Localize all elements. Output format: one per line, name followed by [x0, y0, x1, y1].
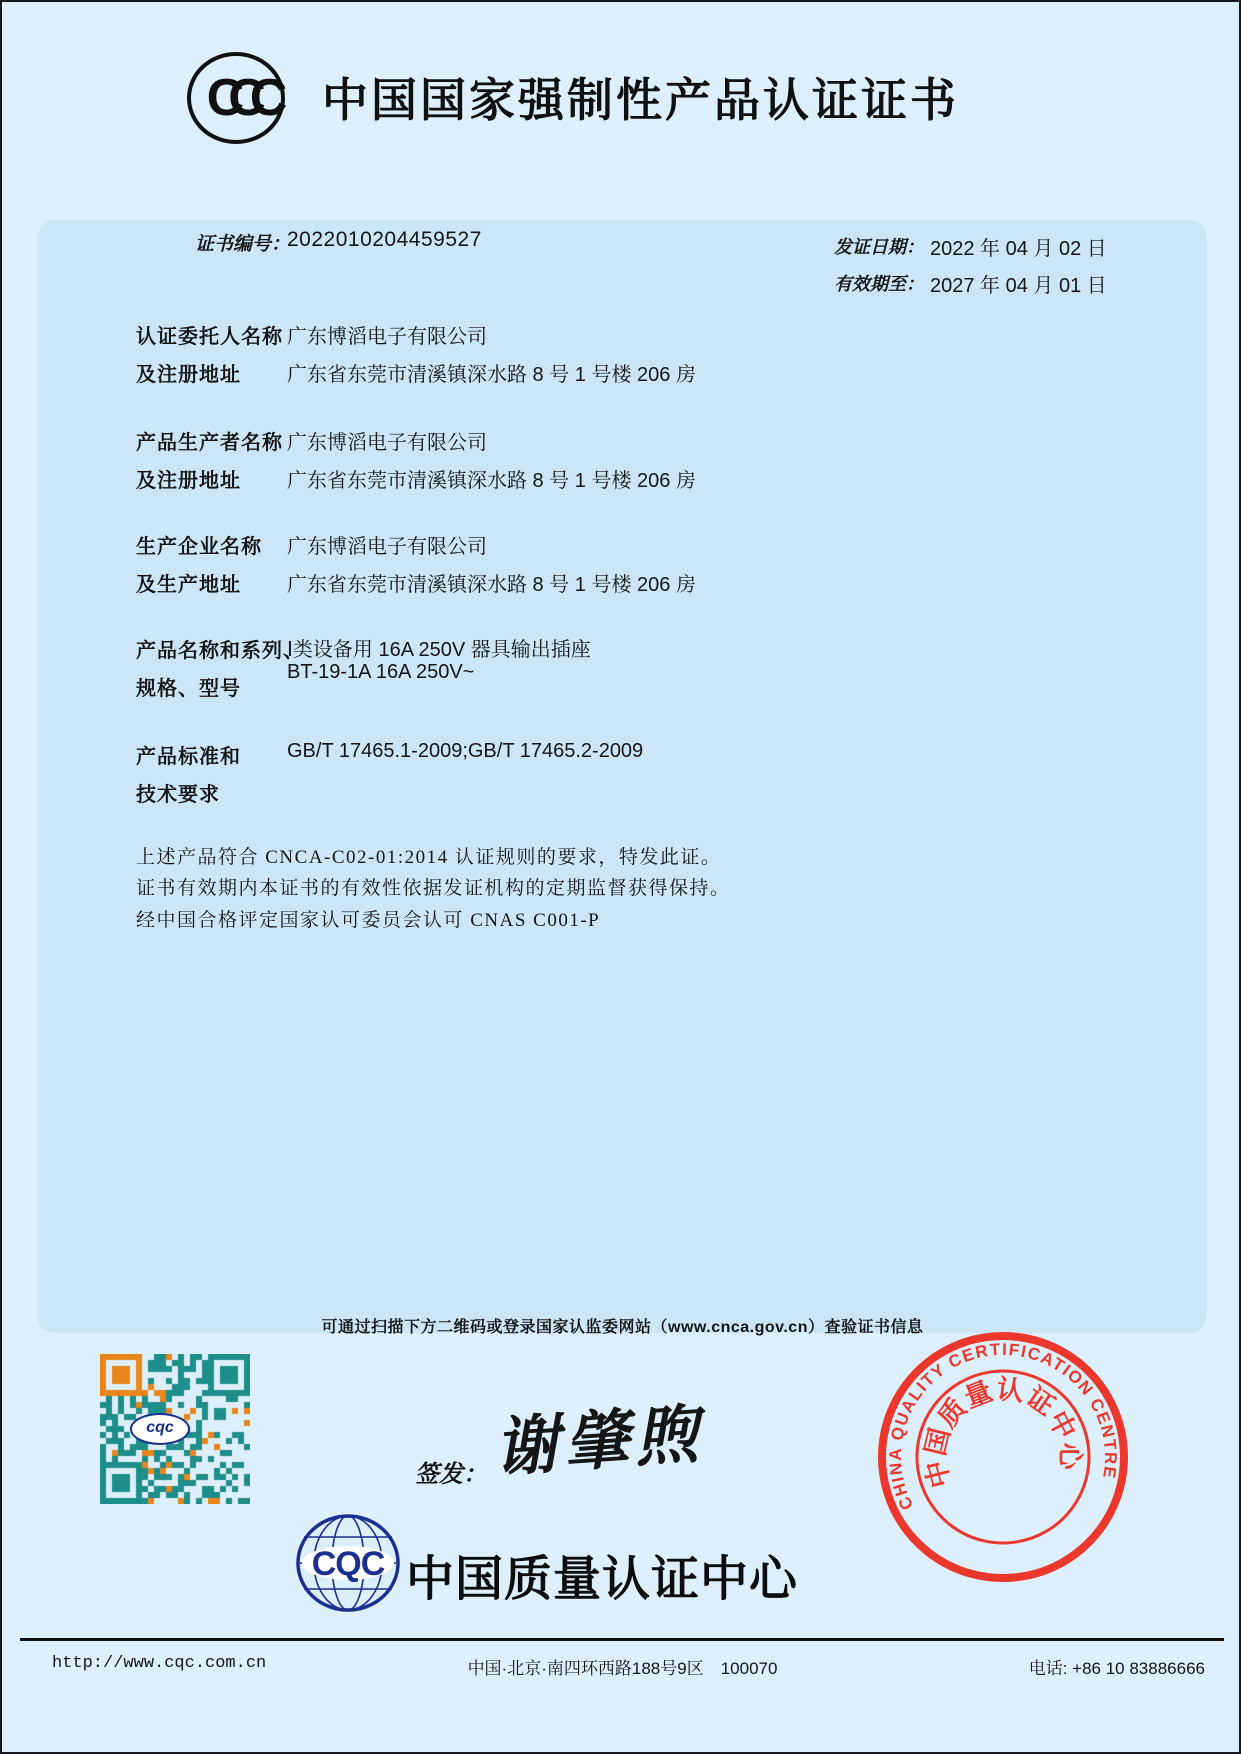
- field-label: 技术要求: [136, 784, 220, 806]
- red-stamp: [866, 1320, 1140, 1594]
- field-label: 认证委托人名称: [136, 326, 283, 348]
- footer-website: http://www.cqc.com.cn: [52, 1654, 267, 1673]
- qr-cqc-badge: cqc: [130, 1413, 190, 1445]
- issue-date-label: 发证日期：: [834, 237, 924, 257]
- field-value: 广东博滔电子有限公司: [287, 326, 487, 348]
- field-value: BT-19-1A 16A 250V~: [287, 661, 475, 683]
- stamp-text-chinese: 中国质量认证中心: [919, 1373, 1086, 1491]
- statement-line: 证书有效期内本证书的有效性依据发证机构的定期监督获得保持。: [136, 878, 731, 899]
- sign-label: 签发：: [415, 1462, 487, 1488]
- qr-instruction-note: 可通过扫描下方二维码或登录国家认监委网站（www.cnca.gov.cn）查验证书信息: [321, 1319, 924, 1336]
- statement-line: 经中国合格评定国家认可委员会认可 CNAS C001-P: [136, 910, 601, 931]
- footer-rule: [20, 1638, 1224, 1641]
- field-label: 及注册地址: [136, 364, 241, 386]
- field-label: 产品名称和系列、: [136, 640, 304, 662]
- field-value: GB/T 17465.1-2009;GB/T 17465.2-2009: [287, 740, 644, 762]
- ccc-mark-text: CCC: [206, 69, 272, 127]
- field-value: Ⅰ类设备用 16A 250V 器具输出插座: [287, 639, 591, 661]
- cqc-logo: [294, 1513, 402, 1613]
- stamp-text-english: CHINA QUALITY CERTIFICATION CENTRE: [885, 1339, 1121, 1513]
- field-label: 生产企业名称: [136, 536, 262, 558]
- cqc-mark-text: CQC: [311, 1545, 385, 1583]
- field-value: 广东省东莞市清溪镇深水路 8 号 1 号楼 206 房: [287, 364, 696, 386]
- field-label: 产品生产者名称: [136, 432, 283, 454]
- field-value: 广东博滔电子有限公司: [287, 536, 487, 558]
- valid-until-value: 2027 年 04 月 01 日: [930, 275, 1107, 297]
- ccc-logo: [185, 50, 287, 146]
- cert-number-label: 证书编号：: [195, 234, 291, 255]
- issue-date-value: 2022 年 04 月 02 日: [930, 238, 1107, 260]
- field-label: 及生产地址: [136, 574, 241, 596]
- certificate-title: 中国国家强制性产品认证证书: [322, 74, 959, 126]
- footer-phone: 电话: +86 10 83886666: [1028, 1659, 1205, 1678]
- issuer-name: 中国质量认证中心: [406, 1553, 799, 1606]
- statement-line: 上述产品符合 CNCA-C02-01:2014 认证规则的要求，特发此证。: [136, 847, 722, 868]
- field-value: 广东博滔电子有限公司: [287, 432, 487, 454]
- signature-handwriting: 谢肇煦: [492, 1398, 707, 1485]
- field-value: 广东省东莞市清溪镇深水路 8 号 1 号楼 206 房: [287, 574, 696, 596]
- field-label: 规格、型号: [136, 678, 241, 700]
- field-label: 产品标准和: [136, 746, 241, 768]
- valid-until-label: 有效期至：: [834, 274, 924, 294]
- field-value: 广东省东莞市清溪镇深水路 8 号 1 号楼 206 房: [287, 470, 696, 492]
- field-label: 及注册地址: [136, 470, 241, 492]
- cert-number-value: 2022010204459527: [287, 228, 482, 251]
- footer-address: 中国·北京·南四环西路188号9区 100070: [467, 1659, 778, 1678]
